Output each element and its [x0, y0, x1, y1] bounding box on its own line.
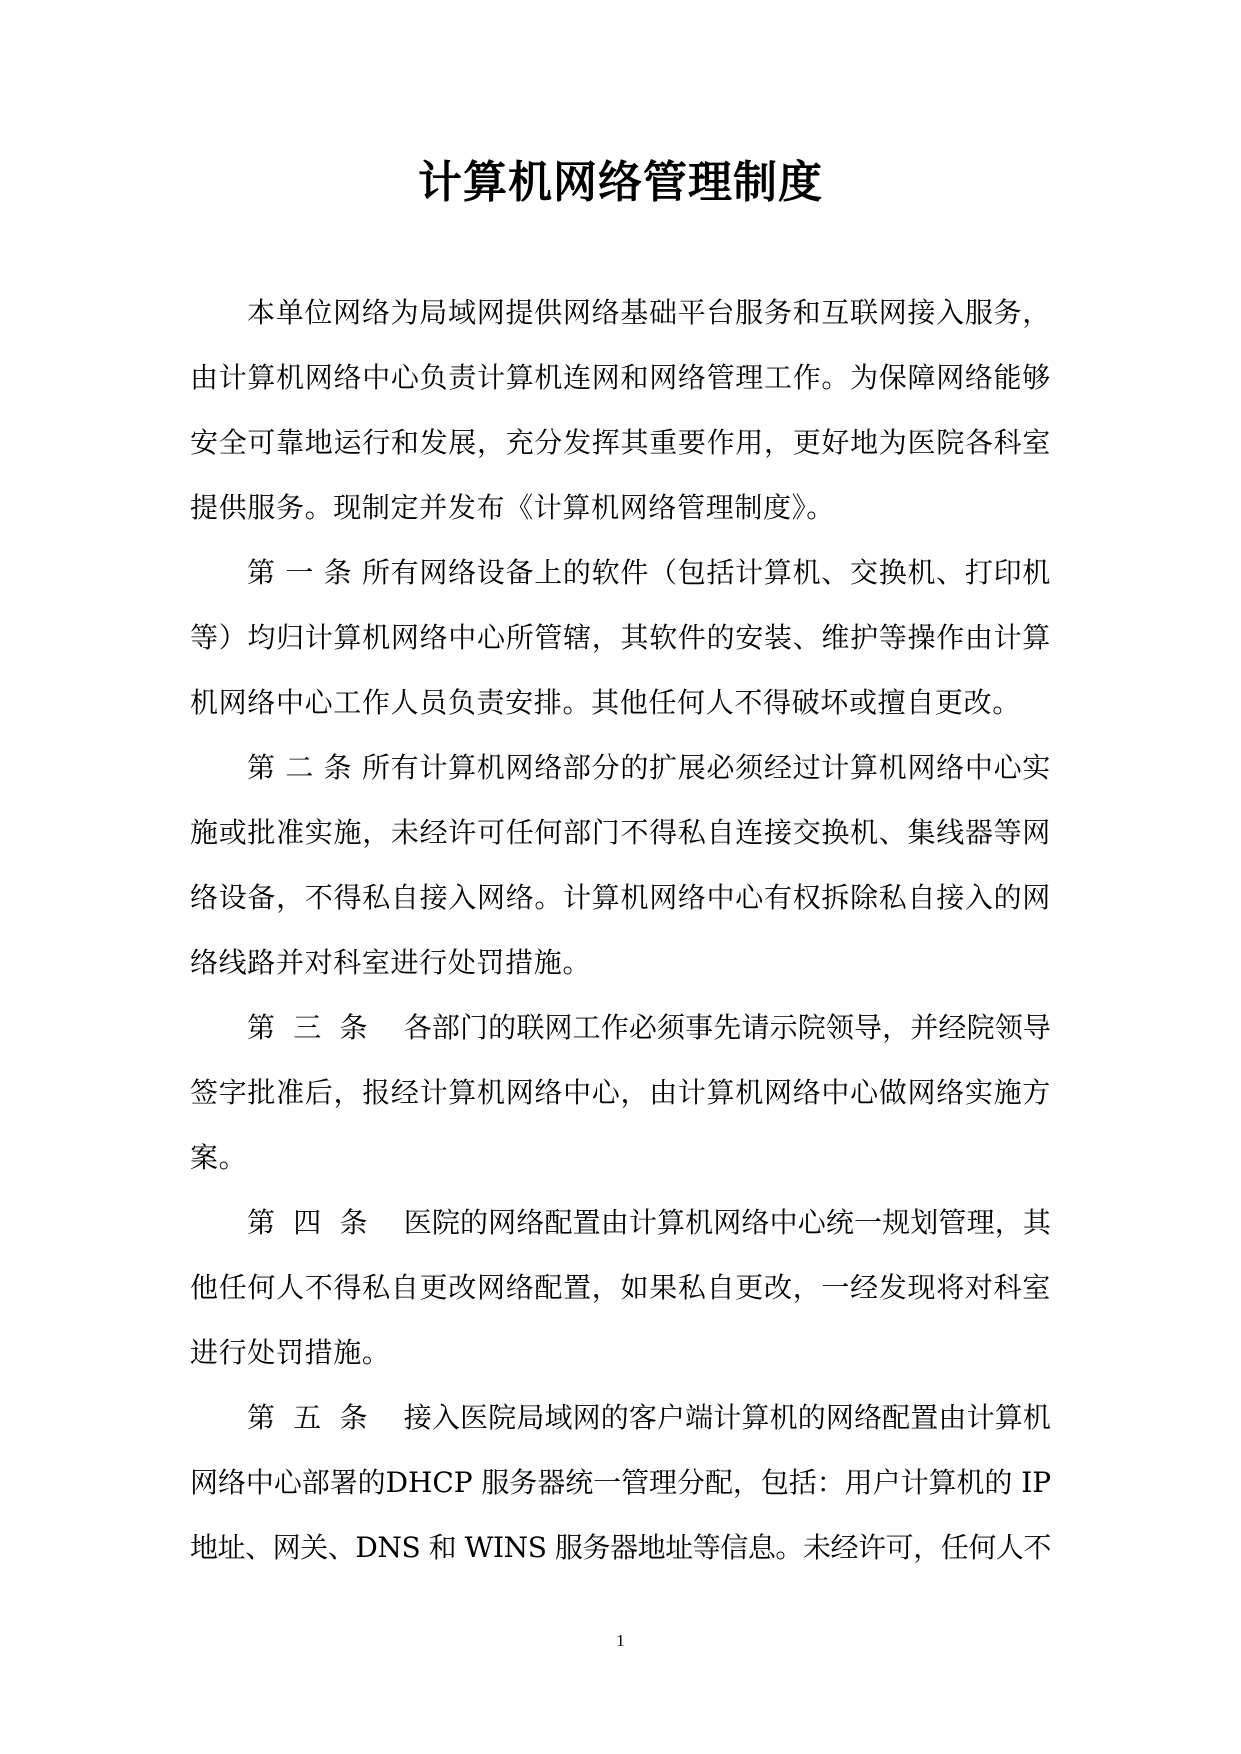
text-line — [190, 345, 1051, 410]
text-line — [190, 995, 1051, 1060]
text-line-content: 签字批准后，报经计算机网络中心，由计算机网络中心做网络实施方 — [190, 1076, 1051, 1109]
text-line-content: 第 四 条 医院的网络配置由计算机网络中心统一规划管理，其 — [247, 1206, 1051, 1239]
article-1 — [190, 540, 1051, 735]
text-line-content: 络线路并对科室进行处罚措施。 — [190, 946, 592, 979]
text-line-content: 络设备，不得私自接入网络。计算机网络中心有权拆除私自接入的网 — [190, 881, 1051, 914]
article-3 — [190, 995, 1051, 1190]
document-body — [190, 280, 1051, 1580]
text-line — [190, 930, 1051, 995]
text-line-content: 第 一 条 所有网络设备上的软件（包括计算机、交换机、打印机 — [247, 556, 1051, 589]
text-line-content: 他任何人不得私自更改网络配置，如果私自更改，一经发现将对科室 — [190, 1271, 1051, 1304]
text-line — [190, 1060, 1051, 1125]
text-line — [190, 735, 1051, 800]
text-line — [190, 1125, 1051, 1190]
text-line — [190, 1385, 1051, 1450]
text-line-content: 由计算机网络中心负责计算机连网和网络管理工作。为保障网络能够 — [190, 361, 1051, 394]
text-line — [190, 1450, 1051, 1515]
text-line — [190, 1320, 1051, 1385]
text-line-content: 提供服务。现制定并发布《计算机网络管理制度》。 — [190, 491, 835, 524]
text-line-content: 施或批准实施，未经许可任何部门不得私自连接交换机、集线器等网 — [190, 816, 1051, 849]
page-number: 1 — [616, 1631, 625, 1650]
text-line — [190, 670, 1051, 735]
text-line-content: 地址、网关、DNS 和 WINS 服务器地址等信息。未经许可，任何人不 — [190, 1531, 1051, 1564]
article-4 — [190, 1190, 1051, 1385]
text-line — [190, 1255, 1051, 1320]
text-line-content: 本单位网络为局域网提供网络基础平台服务和互联网接入服务， — [247, 296, 1051, 329]
document-title: 计算机网络管理制度 — [418, 157, 823, 208]
text-line — [190, 800, 1051, 865]
text-line-content: 进行处罚措施。 — [190, 1336, 391, 1369]
text-line — [190, 605, 1051, 670]
text-line-content: 网络中心部署的DHCP 服务器统一管理分配，包括：用户计算机的 IP — [190, 1466, 1051, 1499]
paragraph-intro — [190, 280, 1051, 540]
text-line-content: 第 二 条 所有计算机网络部分的扩展必须经过计算机网络中心实 — [247, 751, 1051, 784]
text-line-content: 案。 — [190, 1141, 248, 1174]
article-2 — [190, 735, 1051, 995]
text-line — [190, 1515, 1051, 1580]
text-line-content: 第 三 条 各部门的联网工作必须事先请示院领导，并经院领导 — [247, 1011, 1051, 1044]
text-line — [190, 1190, 1051, 1255]
text-line-content: 等）均归计算机网络中心所管辖，其软件的安装、维护等操作由计算 — [190, 621, 1051, 654]
text-line — [190, 410, 1051, 475]
text-line-content: 机网络中心工作人员负责安排。其他任何人不得破坏或擅自更改。 — [190, 686, 1021, 719]
text-line — [190, 865, 1051, 930]
text-line — [190, 540, 1051, 605]
text-line-content: 安全可靠地运行和发展，充分发挥其重要作用，更好地为医院各科室 — [190, 426, 1051, 459]
text-line-content: 第 五 条 接入医院局域网的客户端计算机的网络配置由计算机 — [247, 1401, 1051, 1434]
article-5 — [190, 1385, 1051, 1580]
text-line — [190, 475, 1051, 540]
text-line — [190, 280, 1051, 345]
